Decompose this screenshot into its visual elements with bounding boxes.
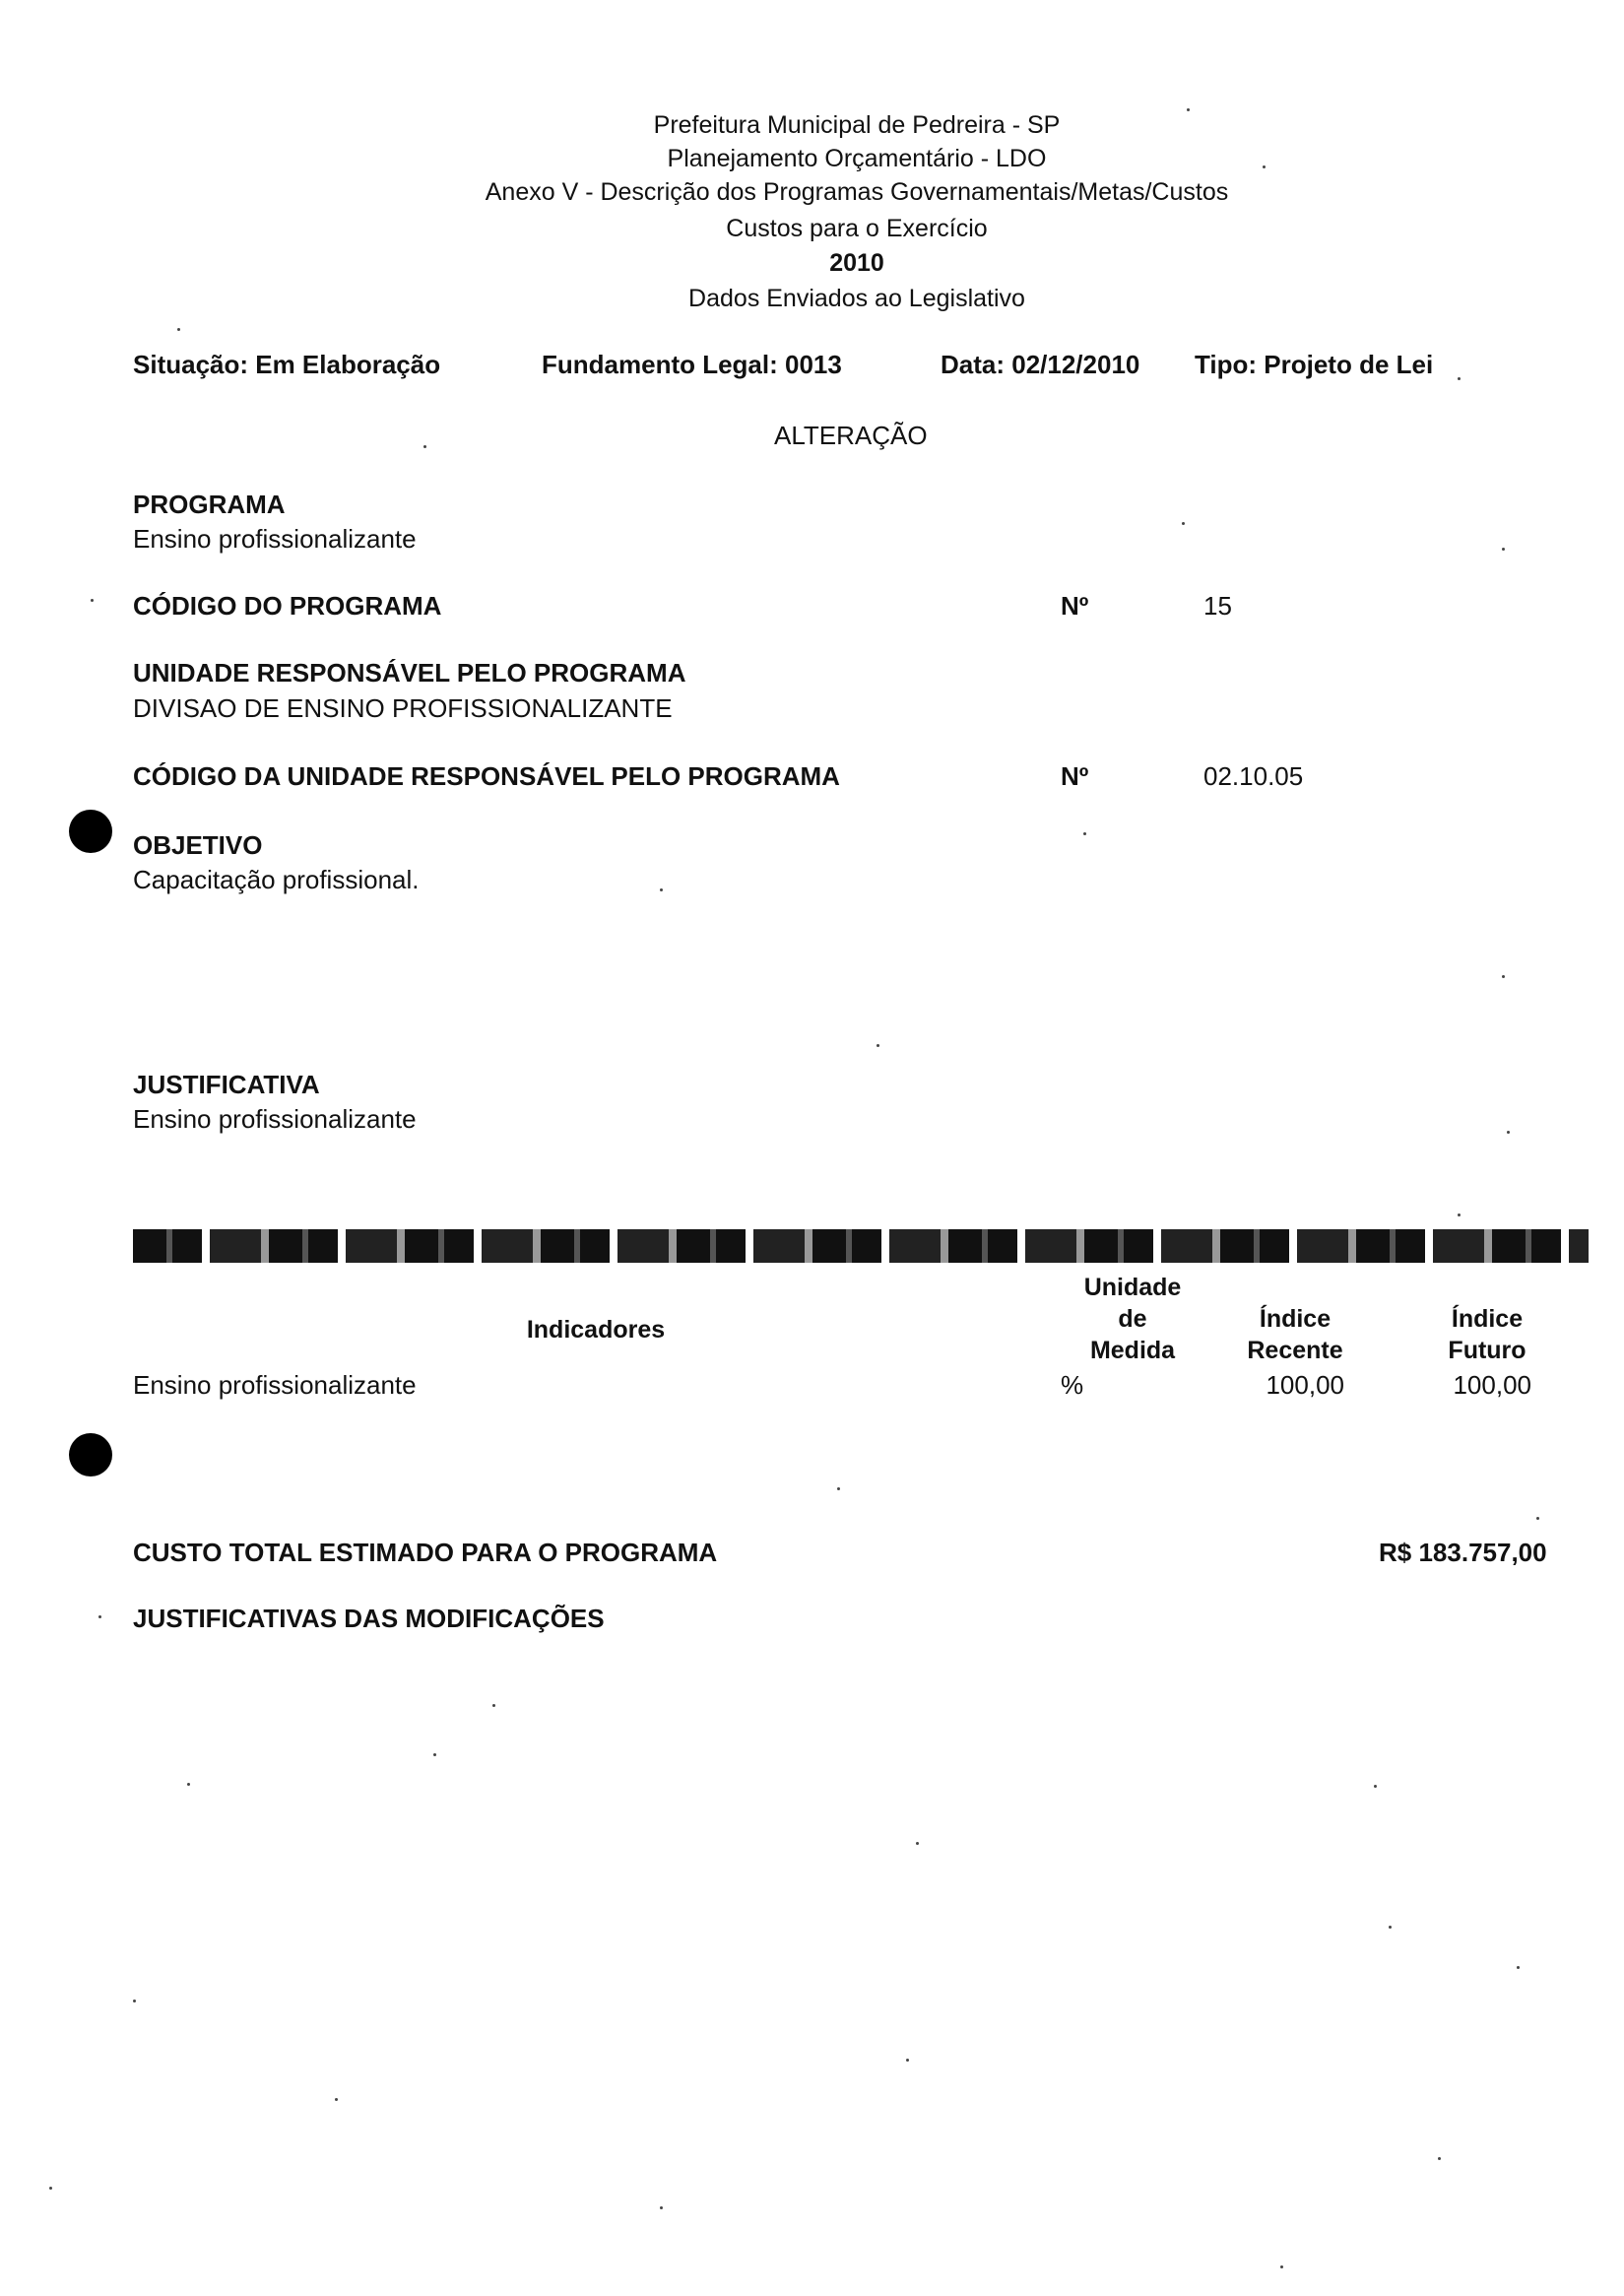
- scan-damaged-heading-band: [133, 1229, 1589, 1263]
- table-header-unidade-1: Unidade: [1083, 1274, 1182, 1301]
- custo-total-label: CUSTO TOTAL ESTIMADO PARA O PROGRAMA: [133, 1538, 718, 1567]
- justificativa-value: Ensino profissionalizante: [133, 1104, 417, 1134]
- alteracao-title: ALTERAÇÃO: [774, 421, 928, 450]
- codigo-unidade-label: CÓDIGO DA UNIDADE RESPONSÁVEL PELO PROGRAMA: [133, 761, 840, 791]
- justificativas-modificacoes-label: JUSTIFICATIVAS DAS MODIFICAÇÕES: [133, 1604, 605, 1633]
- codigo-programa-no: Nº: [1061, 591, 1089, 621]
- header-line-planning: Planejamento Orçamentário - LDO: [667, 145, 1047, 172]
- programa-value: Ensino profissionalizante: [133, 524, 417, 554]
- table-header-recente-1: Índice: [1259, 1305, 1332, 1333]
- codigo-programa-value: 15: [1203, 591, 1232, 621]
- codigo-unidade-value: 02.10.05: [1203, 761, 1304, 791]
- table-header-indicadores: Indicadores: [526, 1316, 666, 1344]
- programa-label: PROGRAMA: [133, 490, 286, 519]
- unidade-value: DIVISAO DE ENSINO PROFISSIONALIZANTE: [133, 693, 673, 723]
- header-year: 2010: [829, 249, 884, 277]
- codigo-unidade-no: Nº: [1061, 761, 1089, 791]
- row-indicador: Ensino profissionalizante: [133, 1370, 417, 1400]
- justificativa-label: JUSTIFICATIVA: [133, 1070, 320, 1099]
- punch-hole-mark: [69, 810, 112, 853]
- status-situacao: Situação: Em Elaboração: [133, 350, 441, 379]
- unidade-label: UNIDADE RESPONSÁVEL PELO PROGRAMA: [133, 658, 686, 688]
- header-line-annex: Anexo V - Descrição dos Programas Governamentais/Metas/Custos: [485, 178, 1229, 206]
- objetivo-value: Capacitação profissional.: [133, 865, 420, 894]
- punch-hole-mark: [69, 1433, 112, 1476]
- header-line-municipality: Prefeitura Municipal de Pedreira - SP: [653, 111, 1061, 139]
- header-line-costs: Custos para o Exercício: [726, 215, 988, 242]
- row-unidade: %: [1061, 1370, 1084, 1400]
- table-header-unidade-2: de: [1118, 1305, 1147, 1333]
- table-header-futuro-1: Índice: [1451, 1305, 1524, 1333]
- status-tipo: Tipo: Projeto de Lei: [1195, 350, 1434, 379]
- custo-total-value: R$ 183.757,00: [1379, 1538, 1547, 1567]
- table-header-futuro-2: Futuro: [1448, 1337, 1527, 1364]
- status-fundamento: Fundamento Legal: 0013: [542, 350, 842, 379]
- status-data: Data: 02/12/2010: [941, 350, 1140, 379]
- row-recente: 100,00: [1266, 1370, 1344, 1400]
- row-futuro: 100,00: [1453, 1370, 1531, 1400]
- codigo-programa-label: CÓDIGO DO PROGRAMA: [133, 591, 442, 621]
- header-line-sent: Dados Enviados ao Legislativo: [688, 285, 1025, 312]
- table-header-unidade-3: Medida: [1089, 1337, 1176, 1364]
- objetivo-label: OBJETIVO: [133, 830, 263, 860]
- table-header-recente-2: Recente: [1247, 1337, 1343, 1364]
